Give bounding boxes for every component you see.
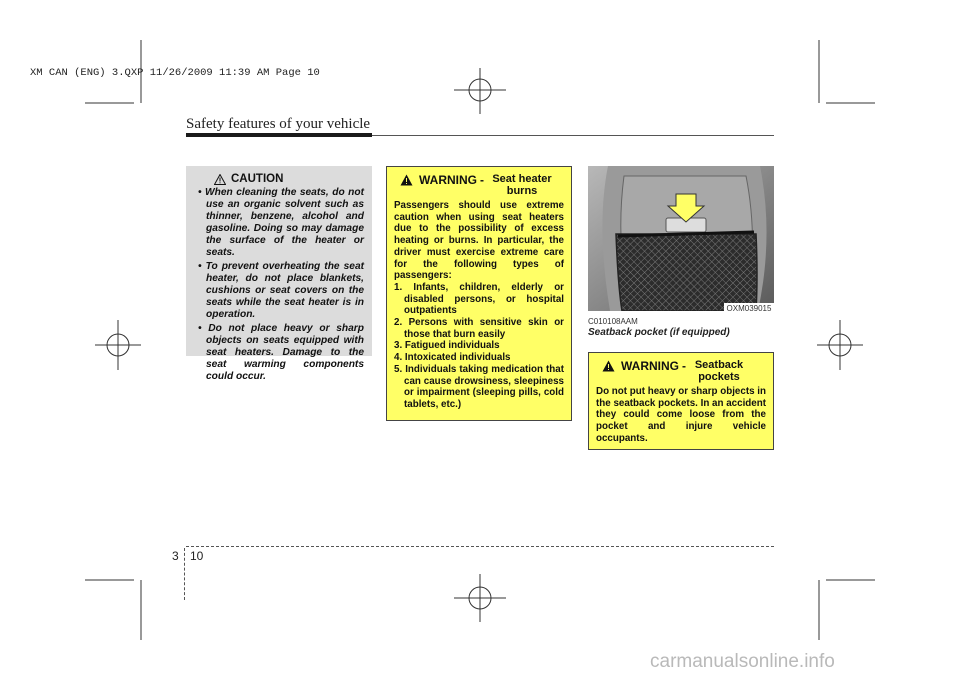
section-title: Safety features of your vehicle	[186, 116, 371, 132]
warning-seatback-pocket-box	[588, 352, 774, 450]
header-rule-thick	[186, 133, 372, 137]
print-slug: XM CAN (ENG) 3.QXP 11/26/2009 11:39 AM Page 10	[30, 67, 320, 79]
figure-ref-code: C010108AAM	[588, 317, 638, 326]
registration-mark-right	[817, 320, 863, 370]
caution-heading: CAUTION	[231, 173, 284, 185]
warning-seat-heater-box	[386, 166, 572, 421]
caution-box	[186, 166, 372, 382]
figure-caption: Seatback pocket (if equipped)	[588, 327, 730, 338]
registration-mark-bottom	[454, 574, 506, 622]
figure-code: OXM039015	[724, 303, 774, 314]
warning-triangle-icon	[602, 360, 615, 372]
seatback-pocket-photo	[588, 166, 774, 311]
footer-dashed-rule	[186, 546, 774, 547]
header-rule-thin	[372, 135, 774, 136]
seatback-pocket-illustration	[588, 166, 774, 311]
warning-dash: -	[480, 173, 484, 187]
caution-triangle-icon	[214, 174, 226, 185]
warning-subject: Seat heater burns	[492, 173, 552, 197]
warning-list-item: 3. Fatigued individuals	[394, 340, 500, 352]
warning-body: Do not put heavy or sharp objects in the seatback pockets. In an accident they could come loose from the pocket and injure vehicle occupants.	[596, 386, 766, 444]
warning-subject: Seatback pockets	[694, 359, 744, 383]
watermark: carmanualsonline.info	[650, 651, 835, 672]
warning-label: WARNING	[621, 359, 679, 373]
registration-mark-top	[454, 68, 506, 114]
registration-mark-left	[95, 320, 141, 370]
warning-dash: -	[682, 359, 686, 373]
warning-list-item: 4. Intoxicated individuals	[394, 352, 511, 364]
warning-list-item: 2. Persons with sensitive skin or those that burn easily	[394, 317, 564, 340]
warning-triangle-icon	[400, 174, 413, 186]
page-number: 10	[190, 549, 204, 563]
caution-item: • When cleaning the seats, do not use an organic solvent such as thinner, benzene, alcohol and gasoline. Doing so may damage the surface of the heater or seats.	[198, 187, 364, 258]
chapter-number: 3	[172, 549, 179, 563]
caution-item: • Do not place heavy or sharp objects on seats equipped with seat heaters. Damage to the seat warming components could occur.	[198, 323, 364, 382]
warning-label: WARNING	[419, 173, 477, 187]
caution-item: • To prevent overheating the seat heater, do not place blankets, cushions or seat covers on the seats while the seat heater is in operation.	[198, 261, 364, 320]
warning-list	[394, 282, 564, 411]
footer-dashed-divider	[184, 548, 185, 600]
caution-list	[196, 187, 364, 383]
warning-list-item: 5. Individuals taking medication that can cause drowsiness, sleepiness or impairment (sleeping pills, cold tablets, etc.)	[394, 363, 564, 410]
warning-intro: Passengers should use extreme caution when using seat heaters due to the possibility of excess heating or burns. In particular, the driver must exercise extreme care for the following types of passengers:	[394, 200, 564, 282]
warning-list-item: 1. Infants, children, elderly or disabled persons, or hospital outpatients	[394, 281, 564, 317]
